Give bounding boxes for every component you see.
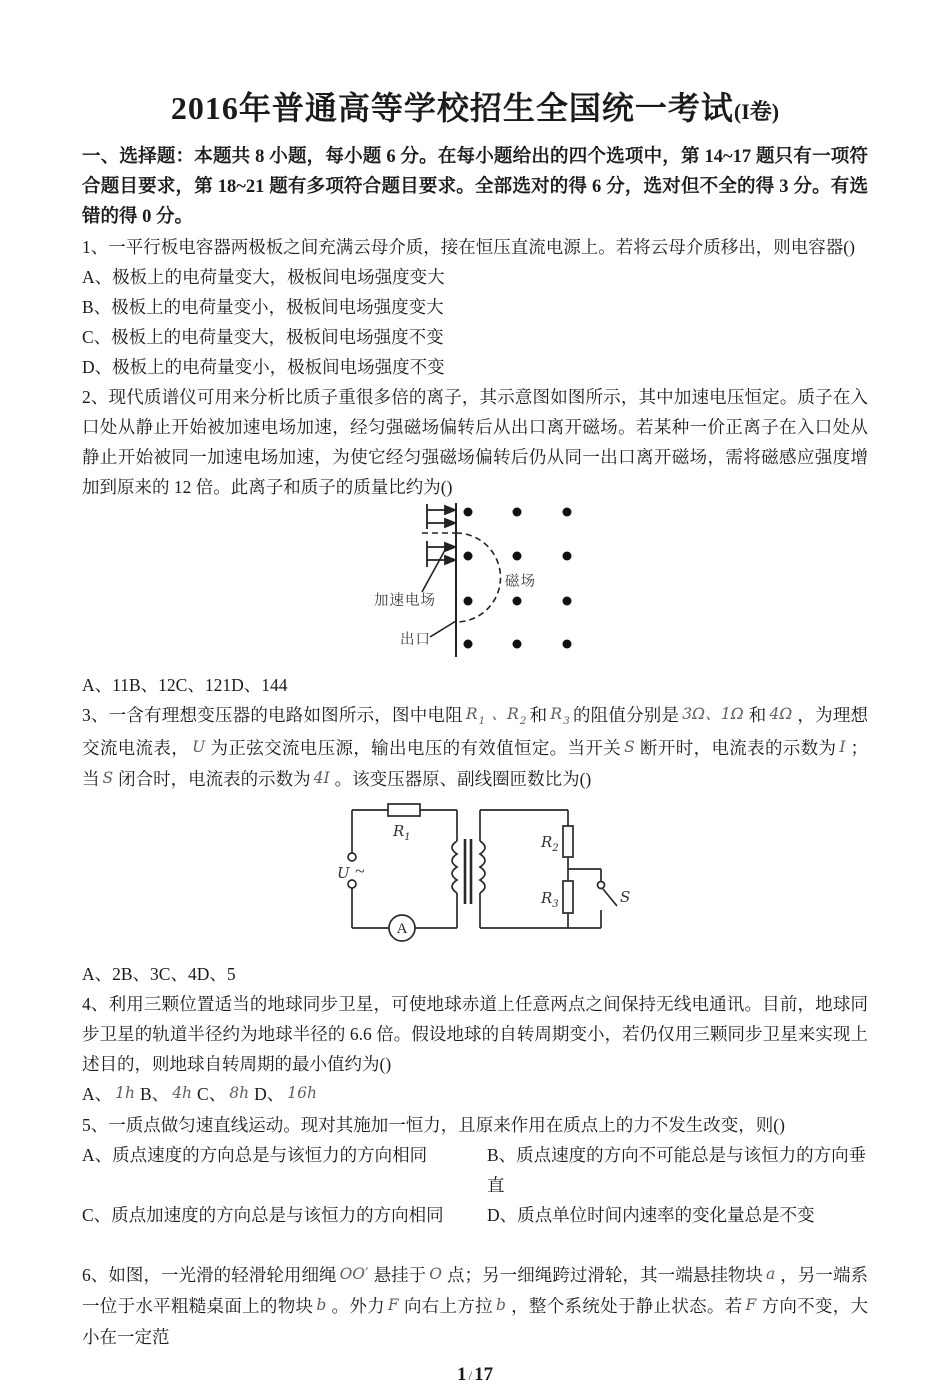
page-number: [82, 1360, 868, 1391]
resistor-r1: [388, 804, 420, 816]
r2-label: $R_2$: [541, 833, 559, 854]
r1-label: $R_1$: [393, 822, 411, 843]
question-5: [82, 1110, 868, 1230]
magnetic-field-label: 磁场: [505, 574, 536, 590]
page-number-current: 1: [456, 1364, 467, 1385]
q5-option-b: B、质点速度的方向不可能总是与该恒力的方向垂直: [487, 1145, 867, 1195]
transformer-primary-coil: [452, 841, 457, 893]
page-title-text: 2016年普通高等学校招生全国统一考试: [170, 90, 734, 126]
q5-option-a: A、质点速度的方向总是与该恒力的方向相同: [82, 1145, 428, 1165]
q4-stem: 4、利用三颗位置适当的地球同步卫星，可使地球赤道上任意两点之间保持无线电通讯。目前，地球同步卫星的轨道半径约为地球半径的 6.6 倍。假设地球的自转周期变小，若仍仅用三颗同步卫星来实现上述目的，则地球自转周期的最小值约为(): [82, 994, 868, 1074]
question-2: [82, 382, 868, 700]
q1-stem: 1、一平行板电容器两极板之间充满云母介质，接在恒压直流电源上。若将云母介质移出，则电容器(): [82, 237, 855, 257]
q6-stem: 6、如图，一光滑的轻滑轮用细绳 OO′ 悬挂于 O 点；另一细绳跨过滑轮，其一端悬挂物块 a ，另一端系一位于水平粗糙桌面上的物块 b 。外力 F 向右上方拉 b ，整个系统处于静止状态。若 F 方向不变，大小在一定范: [82, 1265, 869, 1347]
mass-spectrometer-diagram: [372, 502, 662, 657]
q1-option-d: D、极板上的电荷量变小，极板间电场强度不变: [82, 357, 445, 377]
resistor-r3: [563, 881, 573, 913]
transformer-secondary-coil: [480, 841, 485, 893]
r3-label: $R_3$: [541, 889, 559, 910]
question-1: [82, 232, 868, 382]
ion-semicircle-path: [456, 533, 501, 622]
q5-stem: 5、一质点做匀速直线运动。现对其施加一恒力，且原来作用在质点上的力不发生改变，则(): [82, 1115, 785, 1135]
page-number-total: 17: [474, 1364, 494, 1385]
accel-field-pointer-line: [422, 550, 445, 592]
q4-options-line: A、 1h B、 4h C、 8h D、 16h: [82, 1084, 317, 1104]
accel-field-arrows-top: [427, 504, 455, 529]
q1-option-b: B、极板上的电荷量变小，极板间电场强度变大: [82, 297, 444, 317]
q5-option-d: D、质点单位时间内速率的变化量总是不变: [487, 1205, 815, 1225]
transformer-circuit-diagram: [335, 797, 635, 952]
q3-stem: 3、一含有理想变压器的电路如图所示，图中电阻 R1 、R2 和 R3 的阻值分别是 3Ω、1Ω 和 4Ω ，为理想交流电流表， U 为正弦交流电压源，输出电压的有效值恒定。当开关 S 断开时，电流表的示数为 I ；当 S 闭合时，电流表的示数为 4I 。该变压器原、副线圈匝数比为(): [82, 705, 869, 789]
q2-stem: 2、现代质谱仪可用来分析比质子重很多倍的离子，其示意图如图所示，其中加速电压恒定。质子在入口处从静止开始被加速电场加速，经匀强磁场偏转后从出口离开磁场。若某种一价正离子在入口处从静止开始被同一加速电场加速，为使它经匀强磁场偏转后仍从同一出口离开磁场，需将磁感应强度增加到原来的 12 倍。此离子和质子的质量比约为(): [82, 387, 868, 497]
question-3: [82, 700, 868, 989]
ammeter-label: A: [396, 921, 408, 937]
exit-label: 出口: [400, 632, 431, 648]
figure-transformer-circuit: [335, 797, 868, 957]
accel-field-arrows-bottom: [427, 541, 455, 567]
q1-option-c: C、极板上的电荷量变大，极板间电场强度不变: [82, 327, 444, 347]
page-title-suffix: (I卷): [733, 99, 780, 124]
source-terminal-top: [348, 853, 356, 861]
question-4: [82, 989, 868, 1110]
switch-label: S: [620, 888, 631, 906]
exit-pointer-line: [430, 621, 456, 637]
switch-lever: [603, 889, 617, 906]
page-title: [82, 86, 868, 134]
section-instructions: 一、选择题：本题共 8 小题，每小题 6 分。在每小题给出的四个选项中，第 14~17 题只有一项符合题目要求，第 18~21 题有多项符合题目要求。全部选对的得 6 分，选对但不全的得 3 分。有选错的得 0 分。: [82, 147, 868, 227]
switch-terminal: [598, 882, 605, 889]
question-6: [82, 1260, 868, 1352]
page-number-separator: /: [468, 1368, 473, 1383]
q5-option-c: C、质点加速度的方向总是与该恒力的方向相同: [82, 1205, 444, 1225]
accel-field-label: 加速电场: [374, 593, 436, 609]
figure-mass-spectrometer: [372, 502, 868, 662]
q1-option-a: A、极板上的电荷量变大，极板间电场强度变大: [82, 267, 445, 287]
resistor-r2: [563, 826, 573, 857]
q2-options-line: A、11B、12C、121D、144: [82, 675, 288, 695]
ac-tilde: ~: [355, 861, 365, 881]
q3-options-line: A、2B、3C、4D、5: [82, 964, 236, 984]
source-label: U: [337, 864, 350, 882]
